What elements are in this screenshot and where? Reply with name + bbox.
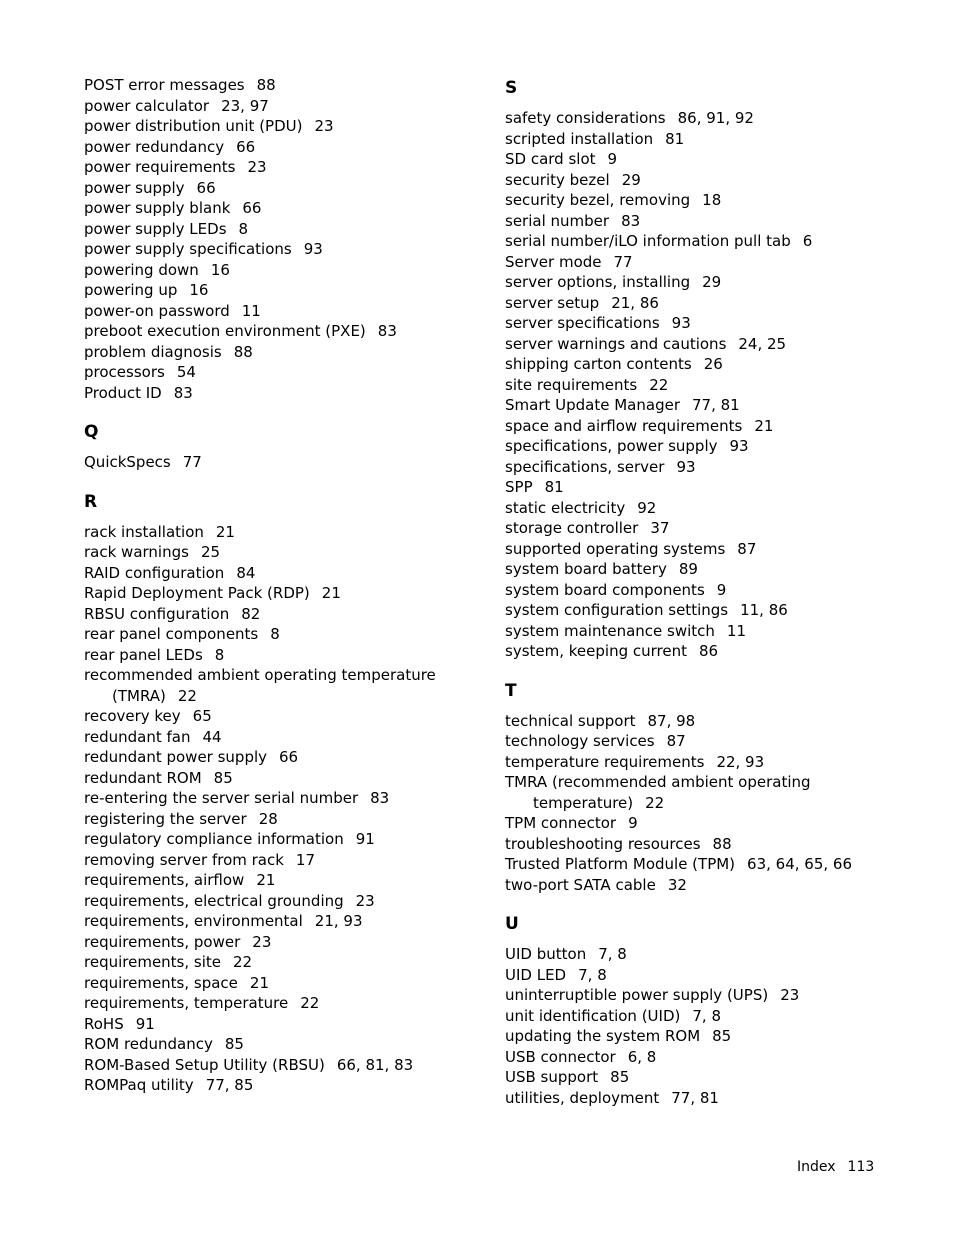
index-entry [505,354,905,375]
index-entry-pages: 83 [370,789,390,807]
index-entry-term: storage controller [505,519,639,537]
index-entry [505,457,905,478]
index-entry-term: two-port SATA cable [505,875,656,894]
index-entry-pages: 8 [238,219,249,238]
index-entry-pages: 89 [678,560,698,578]
index-entry [84,178,484,199]
index-entry-pages: 87 [737,539,757,558]
index-entry-term: power calculator [84,96,210,115]
index-entry-term: Rapid Deployment Pack (RDP) [84,584,310,602]
index-entry-pages: 26 [703,355,723,373]
index-entry-term: QuickSpecs [84,453,171,471]
footer-page-number: 113 [847,1159,875,1175]
index-entry-term: SPP [505,478,533,496]
index-entry-pages: 66 [196,178,216,197]
index-entry [505,1088,905,1109]
index-entry-term: server options, installing [505,273,691,291]
index-entry-pages: 77, 85 [205,1076,254,1094]
index-entry [84,788,484,809]
index-entry-pages: 44 [202,727,222,746]
index-entry-term: requirements, temperature [84,994,289,1012]
index-entry [505,149,905,170]
index-entry [505,580,905,601]
index-entry-term: requirements, space [84,973,238,992]
index-entry-term: RBSU configuration [84,604,230,623]
index-entry-pages: 24, 25 [738,334,787,353]
index-entry [84,891,484,912]
index-entry-pages: 83 [621,211,641,230]
index-entry-term: requirements, electrical grounding [84,891,344,910]
index-entry [505,1026,905,1047]
index-entry-pages: 6 [802,232,813,250]
index-entry [84,809,484,830]
index-entry-continuation-text: (TMRA) [112,686,166,705]
index-entry [84,452,484,473]
index-entry [84,706,484,727]
index-entry [84,522,484,543]
index-entry-pages: 9 [628,814,638,832]
index-entry-pages: 8 [214,645,225,664]
index-entry-pages: 81 [544,478,564,496]
index-entry-term: re-entering the server serial number [84,789,359,807]
index-entry-pages: 87, 98 [647,711,696,730]
index-entry-pages: 91 [355,830,375,848]
index-entry-pages: 65 [192,707,212,725]
index-entry-term: system board battery [505,560,667,578]
index-entry-pages: 93 [303,240,323,258]
index-entry-term: preboot execution environment (PXE) [84,322,366,340]
index-entry-pages: 7, 8 [598,945,627,963]
index-entry-pages: 23 [314,117,334,135]
index-entry-term: Product ID [84,383,162,402]
index-entry [505,813,905,834]
index-entry-term: redundant fan [84,727,191,746]
index-entry [505,1047,905,1068]
index-entry-term: rack warnings [84,543,189,561]
index-entry-term: requirements, site [84,953,221,971]
index-entry-term: removing server from rack [84,850,284,869]
index-entry [84,280,484,301]
index-entry-term: troubleshooting resources [505,834,701,853]
index-entry [84,583,484,604]
index-entry-term: TMRA (recommended ambient operating [505,773,811,791]
index-entry [84,727,484,748]
index-entry-pages: 23, 97 [221,96,269,115]
index-entry [84,645,484,666]
index-entry [505,641,905,662]
index-entry [505,711,905,732]
index-entry [505,334,905,355]
index-entry-term: recovery key [84,707,181,725]
index-entry-pages: 18 [702,191,722,209]
index-entry-pages: 93 [729,437,749,455]
index-entry [505,313,905,334]
index-entry-pages: 85 [610,1068,630,1086]
index-entry-term: updating the system ROM [505,1027,701,1045]
index-entry [505,293,905,314]
index-entry-pages: 66 [236,137,256,156]
index-entry-pages: 93 [671,314,691,332]
index-entry-pages: 23 [247,158,267,176]
index-entry-term: ROMPaq utility [84,1076,194,1094]
index-entry-pages: 21, 93 [314,912,363,930]
index-entry-term: rear panel LEDs [84,645,203,664]
index-entry-term: shipping carton contents [505,355,692,373]
index-entry [84,973,484,994]
index-letter-heading: U [505,914,519,934]
index-entry [84,932,484,953]
index-entry-term: rear panel components [84,625,259,643]
index-entry-term: system maintenance switch [505,621,715,640]
index-entry-pages: 87 [666,732,686,750]
index-entry-pages: 66 [279,748,299,766]
index-entry-term: power supply [84,178,185,197]
index-entry-pages: 93 [676,457,696,476]
index-entry [84,870,484,891]
index-entry-pages: 23 [252,932,272,951]
index-entry-term: static electricity [505,498,626,517]
index-entry [84,301,484,322]
index-entry-term: unit identification (UID) [505,1006,681,1025]
index-entry [84,1055,484,1076]
index-entry [84,383,484,404]
index-entry-pages: 21 [215,522,235,541]
index-entry-term: rack installation [84,522,204,541]
index-entry-term: redundant power supply [84,748,268,766]
index-entry-pages: 66, 81, 83 [336,1055,414,1074]
index-entry-pages: 63, 64, 65, 66 [747,855,853,873]
index-entry-term: server setup [505,293,600,312]
index-entry [505,477,905,498]
index-entry-pages: 92 [637,498,657,517]
index-entry-pages: 9 [607,150,618,168]
index-entry [84,542,484,563]
index-entry [84,829,484,850]
index-entry-pages: 11 [726,621,747,640]
index-entry-pages: 29 [702,273,722,291]
index-entry-term: space and airflow requirements [505,416,743,435]
index-entry-pages: 21 [249,973,270,992]
index-entry-term: scripted installation [505,129,654,148]
index-entry-pages: 22 [300,994,320,1012]
index-entry [505,518,905,539]
index-entry-pages: 28 [258,809,278,828]
index-entry [505,965,905,986]
index-entry [505,108,905,129]
index-entry [84,850,484,871]
index-entry [505,252,905,273]
index-entry [84,198,484,219]
index-entry-term: RoHS [84,1014,124,1033]
index-entry-pages: 84 [236,563,256,582]
index-entry-term: ROM-Based Setup Utility (RBSU) [84,1055,325,1074]
index-entry [84,219,484,240]
index-column-right [505,75,905,1108]
index-entry [505,539,905,560]
index-entry [84,75,484,96]
index-entry [84,768,484,789]
index-entry [505,375,905,396]
index-entry-pages: 81 [665,129,685,148]
index-entry [505,752,905,773]
index-entry-term: power supply blank [84,199,231,217]
index-entry-pages: 85 [224,1035,244,1053]
index-entry [84,624,484,645]
index-entry-pages: 22 [233,953,253,971]
index-entry [84,993,484,1014]
index-entry [84,362,484,383]
index-entry [84,342,484,363]
index-entry-term: UID LED [505,965,567,984]
index-entry [505,1006,905,1027]
index-entry-pages: 85 [213,768,233,787]
index-entry [84,157,484,178]
index-entry-pages: 21, 86 [611,293,659,312]
index-entry-term: temperature requirements [505,752,705,771]
index-entry-term: POST error messages [84,76,245,94]
index-entry-term: serial number [505,211,610,230]
index-entry [84,665,484,706]
index-entry-pages: 23 [355,891,375,910]
index-entry [505,416,905,437]
index-entry-term: power supply LEDs [84,219,227,238]
index-entry-pages: 11, 86 [740,601,788,619]
index-entry [84,952,484,973]
index-entry-pages: 21 [256,871,276,889]
index-entry [505,498,905,519]
index-entry-term: system, keeping current [505,642,687,660]
index-entry-pages: 83 [377,322,397,340]
index-entry [84,260,484,281]
index-entry [505,170,905,191]
index-entry [505,985,905,1006]
index-entry-term: ROM redundancy [84,1035,213,1053]
index-entry-term: Smart Update Manager [505,396,680,414]
index-entry-term: power redundancy [84,137,225,156]
index-entry-term: security bezel, removing [505,191,691,209]
index-entry-term: redundant ROM [84,768,202,787]
index-letter-heading: Q [84,422,99,442]
index-entry-pages: 16 [189,281,209,299]
index-entry-pages: 21 [754,416,774,435]
index-entry-term: server specifications [505,314,660,332]
index-entry [84,604,484,625]
index-entry-term: powering down [84,260,199,279]
index-entry-pages: 17 [295,850,316,869]
index-entry-term: RAID configuration [84,563,225,582]
index-entry-term: processors [84,363,165,381]
index-entry-term: safety considerations [505,109,666,127]
index-entry-term: serial number/iLO information pull tab [505,232,791,250]
index-entry [505,1067,905,1088]
index-entry-term: Trusted Platform Module (TPM) [505,855,736,873]
index-entry [84,321,484,342]
index-column-left [84,75,484,1096]
index-entry [84,911,484,932]
index-entry [84,563,484,584]
index-entry-term: supported operating systems [505,539,726,558]
index-entry [505,436,905,457]
index-entry [505,854,905,875]
index-entry-term: system configuration settings [505,601,729,619]
index-entry [505,834,905,855]
index-entry-pages: 6, 8 [627,1047,657,1066]
index-entry-term: regulatory compliance information [84,830,344,848]
index-entry-pages: 77, 81 [691,396,740,414]
index-entry-pages: 85 [712,1027,732,1045]
index-entry-continuation [84,686,484,707]
index-entry [84,1075,484,1096]
index-entry [505,395,905,416]
index-entry [84,116,484,137]
index-entry [505,231,905,252]
index-entry-term: UID button [505,945,587,963]
index-entry-continuation [505,793,905,814]
index-entry [505,731,905,752]
index-entry [505,129,905,150]
index-entry [505,272,905,293]
index-entry-pages: 82 [241,604,261,623]
index-entry-term: problem diagnosis [84,342,222,361]
index-entry-pages: 8 [270,625,280,643]
index-entry-pages: 32 [667,875,687,894]
index-entry-pages: 29 [621,170,641,189]
index-entry-pages: 88 [233,342,253,361]
index-entry-term: TPM connector [505,814,617,832]
index-entry-term: server warnings and cautions [505,334,727,353]
index-entry-term: specifications, server [505,457,665,476]
index-letter-heading: R [84,491,98,512]
index-entry-pages: 77 [613,252,633,271]
index-entry-term: power supply specifications [84,240,292,258]
index-entry-continuation-text: temperature) [533,793,634,812]
index-entry-pages: 21 [321,584,341,602]
index-entry [505,600,905,621]
index-entry-term: power requirements [84,158,236,176]
index-entry-term: specifications, power supply [505,437,718,455]
index-entry-pages: 22 [645,793,665,812]
index-entry [84,747,484,768]
index-entry-term: system board components [505,580,705,599]
index-entry-pages: 25 [200,543,221,561]
index-entry [84,96,484,117]
index-entry-pages: 37 [650,519,670,537]
index-entry [505,211,905,232]
page-footer [797,1158,874,1176]
index-entry-pages: 23 [780,986,800,1004]
index-entry [84,1014,484,1035]
index-entry [505,559,905,580]
index-entry-term: utilities, deployment [505,1088,660,1107]
index-entry-term: power-on password [84,301,230,320]
index-entry [84,137,484,158]
index-entry-term: USB support [505,1068,599,1086]
index-entry-term: powering up [84,281,178,299]
index-entry-term: requirements, power [84,932,241,951]
index-entry [505,944,905,965]
index-entry [505,190,905,211]
index-entry-term: technology services [505,732,655,750]
index-entry-pages: 91 [135,1014,155,1033]
index-entry-term: security bezel [505,170,610,189]
index-entry-pages: 54 [176,363,196,381]
index-entry-term: power distribution unit (PDU) [84,117,303,135]
index-entry-term: technical support [505,711,636,730]
index-entry-pages: 9 [716,580,727,599]
index-entry-term: recommended ambient operating temperature [84,666,436,684]
index-entry-pages: 66 [242,199,262,217]
index-entry-term: requirements, airflow [84,871,245,889]
index-entry [84,1034,484,1055]
index-entry-term: site requirements [505,375,638,394]
index-entry [84,239,484,260]
index-entry-pages: 83 [173,383,193,402]
index-entry-pages: 11 [241,301,261,320]
index-entry-term: USB connector [505,1047,616,1066]
index-entry-term: registering the server [84,809,247,828]
index-entry-pages: 77 [182,453,202,471]
index-entry-pages: 22, 93 [716,752,765,771]
index-entry [505,875,905,896]
index-entry-pages: 88 [712,834,732,853]
index-entry-term: requirements, environmental [84,912,303,930]
index-entry-pages: 7, 8 [578,965,607,984]
index-entry-pages: 77, 81 [671,1088,719,1107]
index-entry-term: uninterruptible power supply (UPS) [505,986,769,1004]
index-entry-pages: 7, 8 [692,1006,721,1025]
index-entry-pages: 86 [698,642,719,660]
index-entry-pages: 22 [649,375,669,394]
index-entry [505,621,905,642]
index-entry-term: SD card slot [505,150,596,168]
index-letter-heading: T [505,680,517,701]
index-entry-pages: 88 [256,76,276,94]
index-letter-heading: S [505,78,518,98]
index-entry [505,772,905,813]
index-entry-pages: 22 [177,686,197,705]
index-entry-term: Server mode [505,252,602,271]
index-entry-pages: 86, 91, 92 [677,109,754,127]
footer-section-label: Index [797,1159,836,1175]
index-entry-pages: 16 [210,260,230,279]
